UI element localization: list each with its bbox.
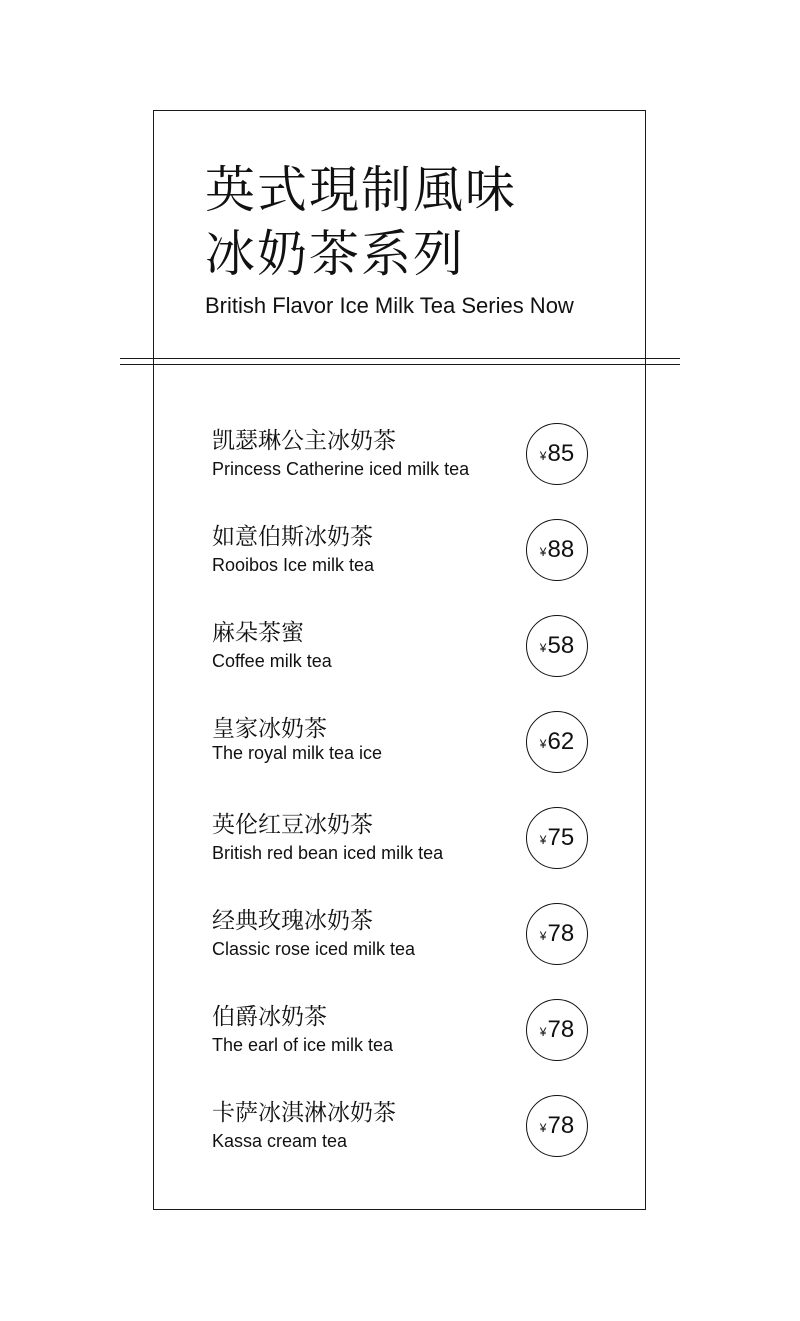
menu-title-line-1: 英式現制風味 bbox=[205, 161, 517, 219]
item-name-en: The earl of ice milk tea bbox=[212, 1035, 394, 1055]
currency-symbol: ¥ bbox=[539, 449, 547, 463]
price-amount: 78 bbox=[547, 1016, 575, 1043]
item-name-zh: 经典玫瑰冰奶茶 bbox=[212, 908, 373, 934]
price-amount: 88 bbox=[547, 536, 575, 563]
currency-symbol: ¥ bbox=[539, 641, 547, 655]
menu-item bbox=[212, 1098, 592, 1168]
item-name-zh: 凯瑟琳公主冰奶茶 bbox=[212, 428, 396, 454]
currency-symbol: ¥ bbox=[539, 929, 547, 943]
menu-item bbox=[212, 426, 592, 496]
item-name-zh: 伯爵冰奶茶 bbox=[212, 1004, 327, 1030]
item-name-zh: 麻朵茶蜜 bbox=[212, 620, 304, 646]
item-name-en: Classic rose iced milk tea bbox=[212, 939, 416, 959]
price-badge bbox=[526, 615, 588, 677]
menu-title-line-2: 冰奶茶系列 bbox=[205, 225, 465, 283]
item-name-zh: 皇家冰奶茶 bbox=[212, 716, 327, 742]
menu-subtitle: British Flavor Ice Milk Tea Series Now bbox=[205, 293, 574, 318]
price-badge bbox=[526, 711, 588, 773]
currency-symbol: ¥ bbox=[539, 833, 547, 847]
item-name-en: Coffee milk tea bbox=[212, 651, 332, 671]
price-amount: 78 bbox=[547, 1112, 575, 1139]
currency-symbol: ¥ bbox=[539, 1121, 547, 1135]
price-badge bbox=[526, 903, 588, 965]
menu-item bbox=[212, 714, 592, 784]
currency-symbol: ¥ bbox=[539, 737, 547, 751]
currency-symbol: ¥ bbox=[539, 1025, 547, 1039]
price-badge bbox=[526, 1095, 588, 1157]
price-badge bbox=[526, 999, 588, 1061]
item-name-en: British red bean iced milk tea bbox=[212, 843, 444, 863]
divider-top bbox=[120, 358, 680, 359]
item-name-en: Kassa cream tea bbox=[212, 1131, 348, 1151]
item-name-zh: 如意伯斯冰奶茶 bbox=[212, 524, 373, 550]
price-amount: 78 bbox=[547, 920, 575, 947]
item-name-zh: 英伦红豆冰奶茶 bbox=[212, 812, 373, 838]
price-amount: 62 bbox=[547, 728, 575, 755]
menu-item bbox=[212, 522, 592, 592]
menu-item bbox=[212, 906, 592, 976]
menu-item bbox=[212, 1002, 592, 1072]
currency-symbol: ¥ bbox=[539, 545, 547, 559]
price-badge bbox=[526, 519, 588, 581]
price-badge bbox=[526, 423, 588, 485]
menu-item bbox=[212, 618, 592, 688]
item-name-en: The royal milk tea ice bbox=[212, 743, 383, 763]
item-name-zh: 卡萨冰淇淋冰奶茶 bbox=[212, 1100, 396, 1126]
menu-item bbox=[212, 810, 592, 880]
item-name-en: Rooibos Ice milk tea bbox=[212, 555, 375, 575]
price-badge bbox=[526, 807, 588, 869]
item-name-en: Princess Catherine iced milk tea bbox=[212, 459, 470, 479]
price-amount: 75 bbox=[547, 824, 575, 851]
divider-bottom bbox=[120, 364, 680, 365]
price-amount: 58 bbox=[547, 632, 575, 659]
price-amount: 85 bbox=[547, 440, 575, 467]
